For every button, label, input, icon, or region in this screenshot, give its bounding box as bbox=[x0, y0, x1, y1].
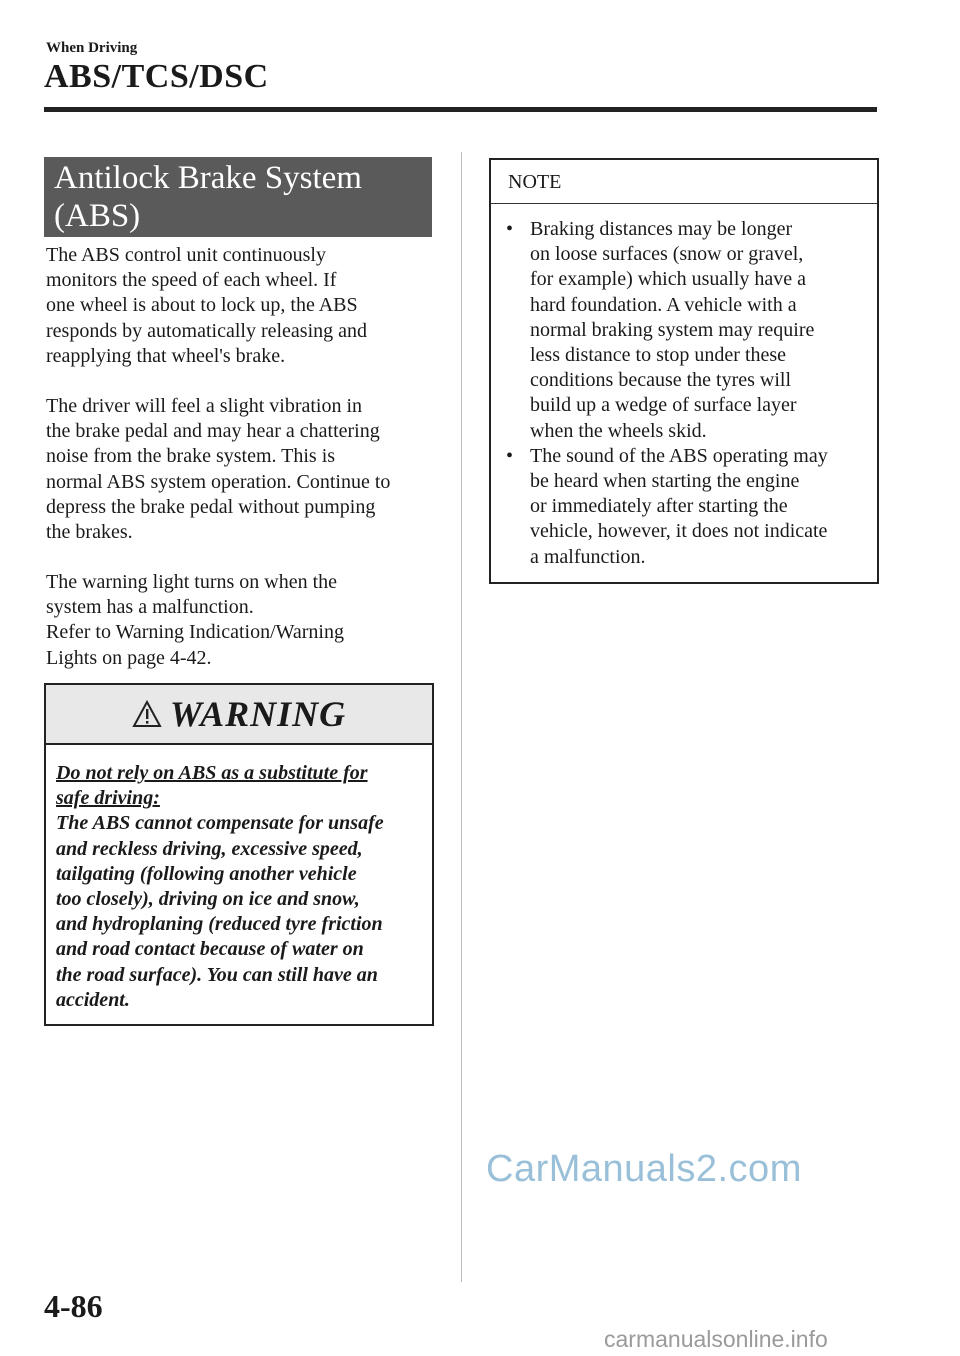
text-line: The driver will feel a slight vibration in bbox=[46, 395, 363, 417]
warning-line: and reckless driving, excessive speed, bbox=[56, 837, 363, 860]
note-line: Braking distances may be longer bbox=[530, 218, 793, 240]
text-line: reapplying that wheel's brake. bbox=[46, 344, 286, 367]
note-line: normal braking system may require bbox=[530, 318, 815, 341]
abs-paragraph-1 bbox=[46, 243, 436, 369]
note-line: build up a wedge of surface layer bbox=[530, 394, 797, 417]
section-banner bbox=[44, 157, 432, 237]
chapter-label: When Driving bbox=[46, 40, 138, 56]
text-line: responds by automatically releasing and bbox=[46, 319, 368, 342]
text-line: the brake pedal and may hear a chattering bbox=[46, 420, 380, 443]
warning-line: the road surface). You can still have an bbox=[56, 963, 378, 986]
warning-line: too closely), driving on ice and snow, bbox=[56, 888, 360, 911]
text-line: one wheel is about to lock up, the ABS bbox=[46, 294, 358, 317]
note-line: on loose surfaces (snow or gravel, bbox=[530, 243, 804, 266]
warning-line: accident. bbox=[56, 988, 130, 1011]
note-line: or immediately after starting the bbox=[530, 495, 788, 518]
text-line: The warning light turns on when the bbox=[46, 571, 338, 593]
note-line: be heard when starting the engine bbox=[530, 470, 800, 493]
note-line: vehicle, however, it does not indicate bbox=[530, 520, 828, 543]
warning-triangle-icon bbox=[132, 700, 162, 728]
note-box bbox=[489, 158, 879, 584]
note-list bbox=[491, 204, 877, 570]
column-divider bbox=[461, 152, 462, 1282]
warning-line: and road contact because of water on bbox=[56, 938, 364, 961]
warning-line: tailgating (following another vehicle bbox=[56, 862, 357, 885]
note-line: less distance to stop under these bbox=[530, 344, 787, 367]
page-number: 4-86 bbox=[44, 1288, 103, 1324]
abs-paragraph-3 bbox=[46, 570, 436, 671]
warning-line: and hydroplaning (reduced tyre friction bbox=[56, 913, 383, 936]
text-line: system has a malfunction. bbox=[46, 596, 254, 619]
page-section-title: ABS/TCS/DSC bbox=[44, 58, 269, 95]
text-line: noise from the brake system. This is bbox=[46, 445, 336, 468]
warning-box bbox=[44, 683, 434, 1026]
warning-header bbox=[46, 685, 432, 745]
header-rule bbox=[44, 107, 877, 112]
note-line: for example) which usually have a bbox=[530, 268, 807, 291]
list-item bbox=[503, 444, 867, 570]
bullet-icon: • bbox=[506, 218, 514, 240]
text-line: The ABS control unit continuously bbox=[46, 244, 326, 266]
text-line: monitors the speed of each wheel. If bbox=[46, 269, 337, 292]
note-title: NOTE bbox=[491, 160, 877, 204]
section-banner-line1: Antilock Brake System bbox=[54, 160, 362, 196]
note-line: a malfunction. bbox=[530, 545, 646, 568]
text-line: Lights on page 4-42. bbox=[46, 646, 212, 669]
text-line: the brakes. bbox=[46, 521, 133, 544]
section-banner-line2: (ABS) bbox=[54, 198, 141, 234]
watermark: CarManuals2.com bbox=[486, 1148, 802, 1190]
warning-body bbox=[46, 745, 432, 1013]
note-line: hard foundation. A vehicle with a bbox=[530, 293, 797, 316]
warning-line: The ABS cannot compensate for unsafe bbox=[56, 812, 384, 835]
warning-heading-line: safe driving: bbox=[56, 787, 160, 810]
note-line: conditions because the tyres will bbox=[530, 369, 792, 392]
bullet-icon: • bbox=[506, 444, 514, 467]
abs-paragraph-2 bbox=[46, 394, 436, 545]
warning-title: WARNING bbox=[169, 694, 347, 734]
note-line: The sound of the ABS operating may bbox=[530, 444, 828, 467]
text-line: depress the brake pedal without pumping bbox=[46, 495, 376, 518]
text-line: normal ABS system operation. Continue to bbox=[46, 470, 391, 493]
note-line: when the wheels skid. bbox=[530, 419, 707, 442]
text-line: Refer to Warning Indication/Warning bbox=[46, 621, 344, 644]
footer-watermark: carmanualsonline.info bbox=[604, 1326, 828, 1352]
warning-heading-line: Do not rely on ABS as a substitute for bbox=[56, 762, 368, 784]
list-item bbox=[503, 217, 867, 444]
